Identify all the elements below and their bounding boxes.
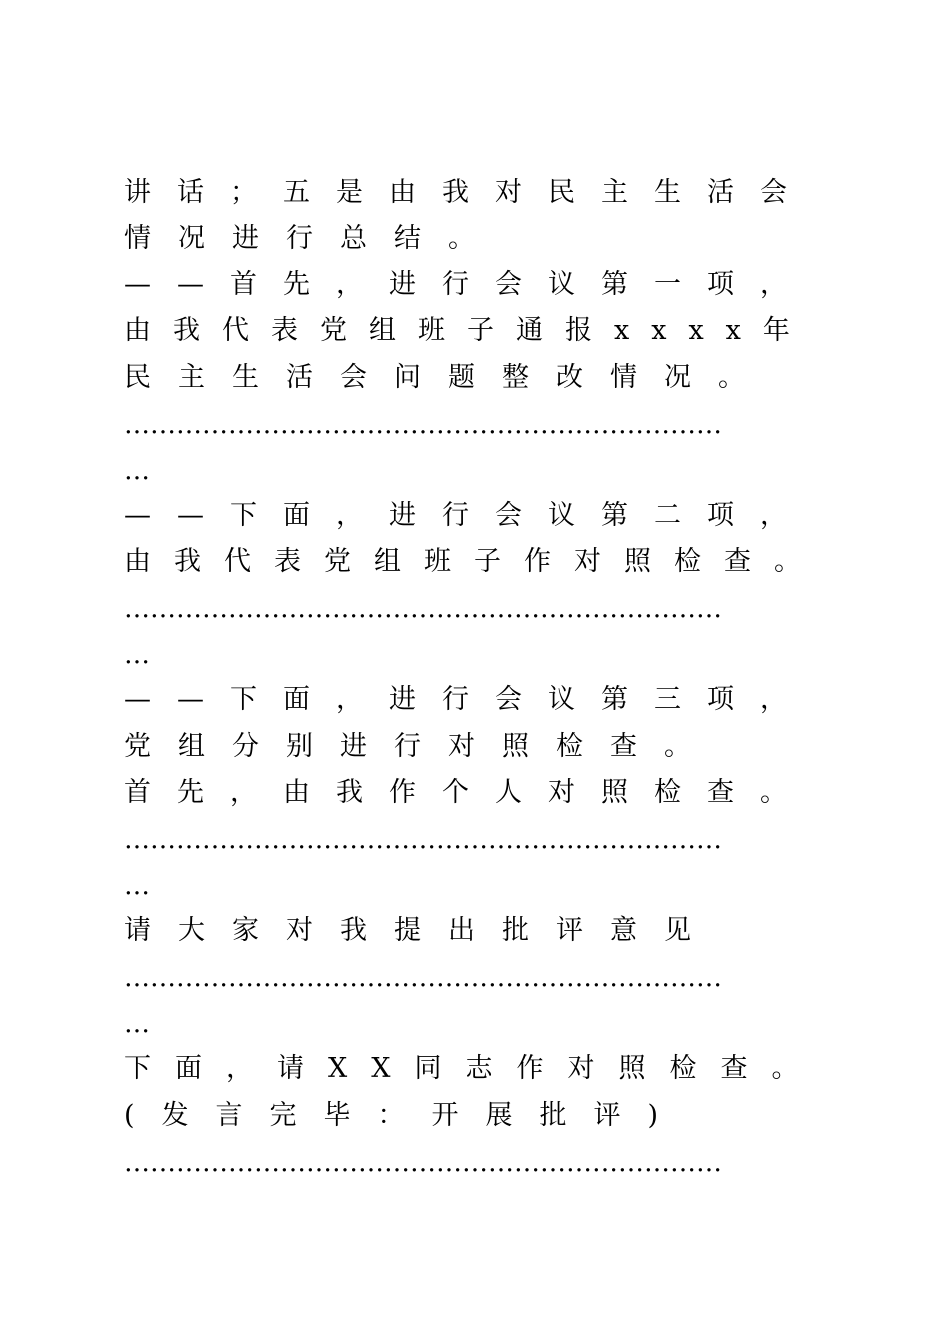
text-line-4: 由我代表党组班子通报xxxx年: [124, 315, 812, 346]
ellipsis-line-2: ……………………………………………………………: [124, 594, 722, 624]
ellipsis-tail-2: …: [124, 640, 150, 670]
text-line-2: 情况进行总结。: [124, 223, 502, 254]
ellipsis-line-1: ……………………………………………………………: [124, 410, 722, 440]
text-line-10: 首先，由我作个人对照检查。: [124, 777, 813, 808]
text-line-12: 下面，请XX同志作对照检查。: [124, 1053, 823, 1084]
text-line-8: ——下面，进行会议第三项，: [124, 684, 813, 715]
text-line-1: 讲话；五是由我对民主生活会: [124, 177, 813, 208]
ellipsis-line-4: ……………………………………………………………: [124, 963, 722, 993]
text-line-5: 民主生活会问题整改情况。: [124, 362, 772, 393]
text-line-3: ——首先，进行会议第一项，: [124, 269, 813, 300]
text-line-7: 由我代表党组班子作对照检查。: [124, 546, 824, 577]
ellipsis-tail-4: …: [124, 1009, 150, 1039]
ellipsis-tail-1: …: [124, 456, 150, 486]
ellipsis-line-5: ……………………………………………………………: [124, 1148, 722, 1178]
text-line-9: 党组分别进行对照检查。: [124, 731, 718, 762]
text-line-13: (发言完毕：开展批评): [124, 1100, 686, 1131]
text-line-11: 请大家对我提出批评意见: [124, 915, 718, 946]
ellipsis-tail-3: …: [124, 871, 150, 901]
text-line-6: ——下面，进行会议第二项，: [124, 500, 813, 531]
ellipsis-line-3: ……………………………………………………………: [124, 825, 722, 855]
